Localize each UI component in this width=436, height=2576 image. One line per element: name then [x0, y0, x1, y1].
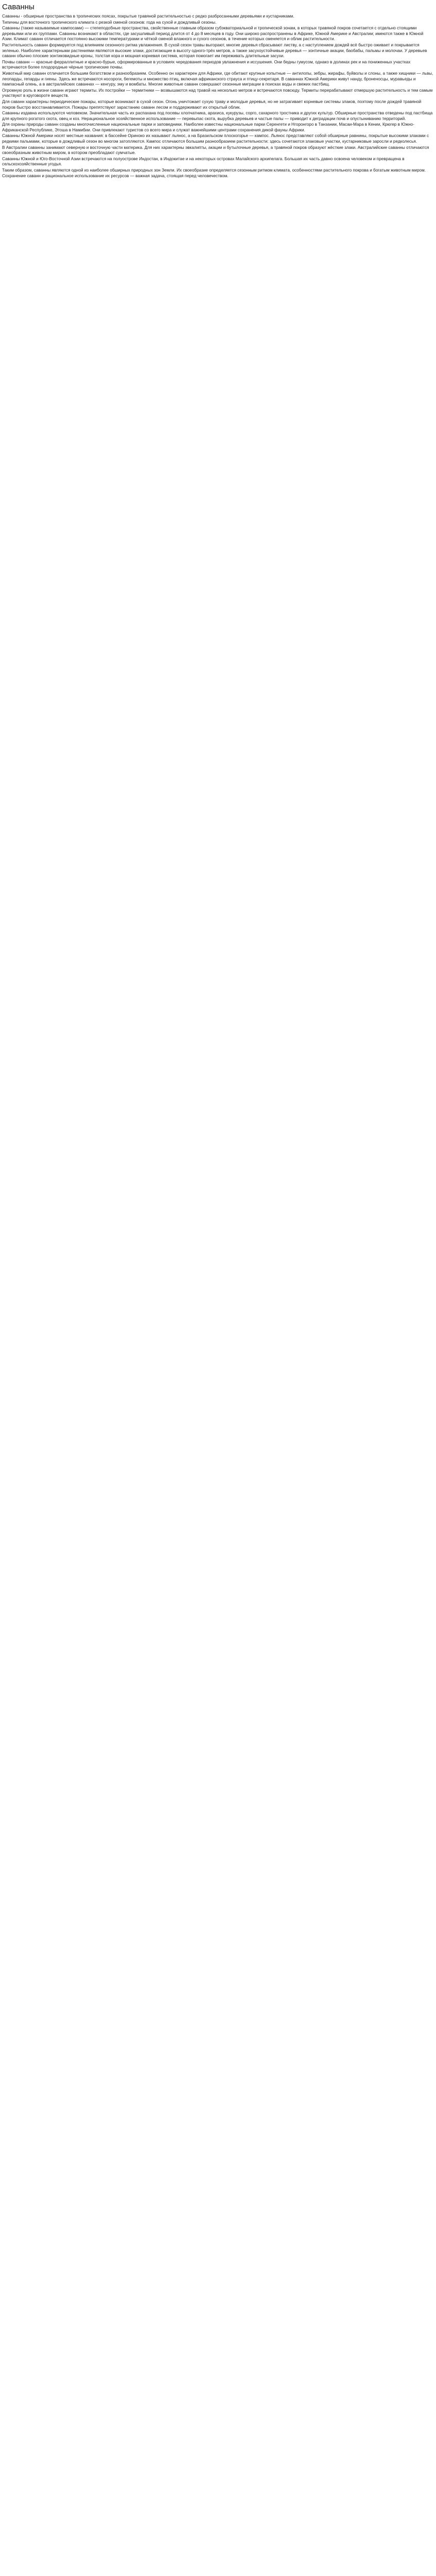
- article-paragraph: Саванны Южной Америки носят местные названия: в бассейне Ориноко их называют льянос, а на Бразильском плоскогорье — кампос. Льянос представляют собой обширные равнины, покрытые высокими злаками с редкими пальмами, которые в дождливый сезон во многом затопляются. Кампос отличаются большим разнообразием растительности: здесь сочетаются злаковые участки, кустарниковые заросли и редколесья.: [2, 133, 429, 144]
- article-paragraph: Типичны для восточного тропического климата с резкой сменой сезонов: года на сухой и дождливый сезоны.: [2, 20, 217, 25]
- article-paragraph: Саванны издавна используются человеком. Значительная часть их распахана под посевы хлопчатника, арахиса, кукурузы, сорго, сахарного тростника и других культур. Обширные пространства отведены под пастбища для крупного рогатого скота, овец и коз. Нерациональное хозяйственное использование — перевыпас скота, вырубка деревьев и частые палы — приводит к деградации почв и опустыниванию территорий.: [2, 111, 433, 121]
- article-paragraph: Растительность саванн формируется под влиянием сезонного ритма увлажнения. В сухой сезон травы выгорают, многие деревья сбрасывают листву, а с наступлением дождей всё быстро оживает и покрывается зеленью. Наиболее характерными растениями являются высокие злаки, достигающие в высоту одного-трёх метров, а также засухоустойчивые деревья — зонтичные акации, баобабы, пальмы и молочаи. У деревьев саванн обычно плоские зонтиковидные кроны, толстая кора и мощная корневая система, которая помогает им переживать длительные засухи.: [2, 42, 427, 59]
- article-paragraph: Почвы саванн — красные ферраллитные и красно-бурые, сформированные в условиях чередования периодов увлажнения и иссушения. Они бедны гумусом, однако в долинах рек и на пониженных участках встречаются более плодородные чёрные тропические почвы.: [2, 59, 411, 70]
- article-paragraph: Для саванн характерны периодические пожары, которые возникают в сухой сезон. Огонь уничтожает сухую траву и молодые деревья, но не затрагивает корневые системы злаков, поэтому после дождей травяной покров быстро восстанавливается. Пожары препятствуют зарастанию саванн лесом и поддерживают их открытый облик.: [2, 99, 422, 110]
- article-paragraph: В Австралии саванны занимают северную и восточную части материка. Для них характерны эвкалипты, акации и бутылочные деревья, а травяной покров образуют жёсткие злаки. Австралийские саванны отличаются своеобразным животным миром, в котором преобладают сумчатые.: [2, 145, 429, 156]
- article-paragraph: Животный мир саванн отличается большим богатством и разнообразием. Особенно он характерен для Африки, где обитают крупные копытные — антилопы, зебры, жирафы, буйволы и слоны, а также хищники — львы, леопарды, гепарды и гиены. Здесь же встречаются носороги, бегемоты и множество птиц, включая африканского страуса и птицу-секретаря. В саваннах Южной Америки живут нанду, броненосцы, муравьеды и пампасный олень, а в австралийских саваннах — кенгуру, эму и вомбаты. Многие животные саванн совершают сезонные миграции в поисках воды и свежих пастбищ.: [2, 71, 433, 87]
- article-paragraph: Саванны (также называемые кампосами) — степеподобные пространства, свойственные главным образом субэкваториальной и тропической зонам, в которых травяной покров сочетается с отдельно стоящими деревьями или их группами. Саванны возникают в областях, где засушливый период длится от 4 до 8 месяцев в году. Они широко распространены в Африке, Южной Америке и Австралии; имеются также в Южной Азии. Климат саванн отличается постоянно высокими температурами и чёткой сменой влажного и сухого сезонов, в течение которых сменяется и облик растительности.: [2, 26, 424, 42]
- article-paragraph: Саванны Южной и Юго-Восточной Азии встречаются на полуострове Индостан, в Индокитае и на некоторых островах Малайского архипелага. Большая их часть давно освоена человеком и превращена в сельскохозяйственные угодья.: [2, 156, 405, 167]
- article-paragraph: Саванны - обширные пространства в тропических поясах, покрытые травяной растительностью с редко разбросанными деревьями и кустарниками.: [2, 14, 294, 19]
- article-title: Саванны: [2, 3, 34, 11]
- article-paragraph: Огромную роль в жизни саванн играют термиты. Их постройки — термитники — возвышаются над травой на несколько метров и встречаются повсюду. Термиты перерабатывают отмершую растительность и тем самым участвуют в круговороте веществ.: [2, 88, 433, 98]
- article-body: [2, 14, 434, 179]
- page: [0, 0, 436, 182]
- article-paragraph: Таким образом, саванны являются одной из наиболее обширных природных зон Земли. Их своеобразие определяется сезонным ритмом климата, особенностями растительного покрова и богатым животным миром. Сохранение саванн и рациональное использование их ресурсов — важная задача, стоящая перед человечеством.: [2, 168, 426, 178]
- article-paragraph: Для охраны природы саванн созданы многочисленные национальные парки и заповедники. Наиболее известны национальные парки Серенгети и Нгоронгоро в Танзании, Масаи-Мара в Кении, Крюгер в Южно-Африканской Республике, Этоша в Намибии. Они привлекают туристов со всего мира и служат важнейшими центрами сохранения дикой фауны Африки.: [2, 122, 414, 132]
